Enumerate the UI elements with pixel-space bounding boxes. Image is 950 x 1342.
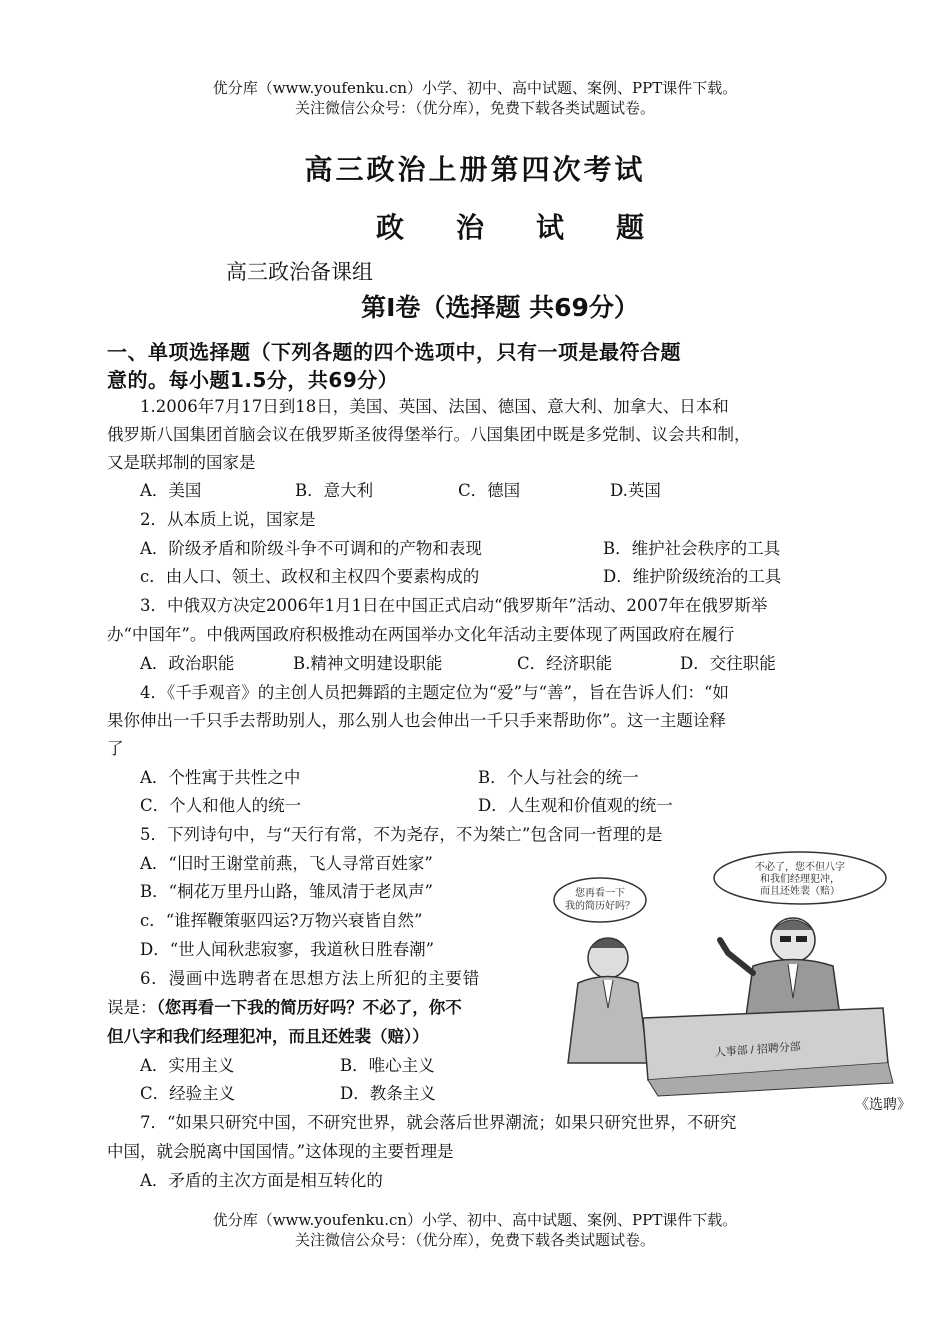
q5-option-c: c．“谁挥鞭策驱四运?万物兴衰皆自然” bbox=[140, 911, 423, 930]
q1-stem-line1: 1.2006年7月17日到18日，美国、英国、法国、德国、意大利、加拿大、日本和 bbox=[140, 397, 729, 416]
q4-stem-line3: 了 bbox=[107, 739, 124, 758]
q3-option-c: C．经济职能 bbox=[517, 654, 613, 673]
cartoon-bubble-right-text: 不必了，您不但八字 bbox=[755, 862, 845, 873]
section-heading-line1: 一、单项选择题（下列各题的四个选项中，只有一项是最符合题 bbox=[107, 340, 681, 364]
cartoon-caption: 《选聘》 bbox=[855, 1097, 911, 1113]
site-header-line1: 优分库（www.youfenku.cn）小学、初中、高中试题、案例、PPT课件下载。 bbox=[212, 79, 738, 97]
subtitle-char: 治 bbox=[455, 211, 484, 244]
exam-subtitle bbox=[0, 206, 950, 246]
q1-stem-line2: 俄罗斯八国集团首脑会议在俄罗斯圣彼得堡举行。八国集团中既是多党制、议会共和制， bbox=[107, 425, 751, 444]
subtitle-char: 试 bbox=[536, 211, 565, 244]
volume-heading: 第Ⅰ卷（选择题 共69分） bbox=[361, 293, 639, 322]
q3-option-b: B.精神文明建设职能 bbox=[293, 654, 443, 673]
q4-option-b: B．个人与社会的统一 bbox=[478, 768, 639, 787]
site-footer-line2: 关注微信公众号：（优分库），免费下载各类试题试卷。 bbox=[294, 1231, 655, 1249]
q2-option-a: A．阶级矛盾和阶级斗争不可调和的产物和表现 bbox=[140, 539, 482, 558]
section-heading-line2: 意的。每小题1.5分，共69分） bbox=[107, 368, 399, 392]
q4-option-c: C．个人和他人的统一 bbox=[140, 796, 302, 815]
q6-stem-prefix: 误是： bbox=[107, 998, 157, 1017]
q5-option-d: D．“世人闻秋悲寂寥，我道秋日胜春潮” bbox=[140, 940, 435, 959]
cartoon-bubble-left-text: 您再看一下 bbox=[575, 888, 625, 899]
q6-option-d: D．教条主义 bbox=[340, 1084, 436, 1103]
q5-option-a: A．“旧时王谢堂前燕，飞人寻常百姓家” bbox=[140, 854, 433, 873]
q5-stem: 5．下列诗句中，与“天行有常，不为尧存，不为桀亡”包含同一哲理的是 bbox=[140, 825, 663, 844]
prep-group: 高三政治备课组 bbox=[226, 260, 373, 284]
q7-option-a: A．矛盾的主次方面是相互转化的 bbox=[140, 1171, 383, 1190]
q4-stem-line2: 果你伸出一千只手去帮助别人，那么别人也会伸出一千只手来帮助你”。这一主题诠释 bbox=[107, 711, 726, 730]
q7-stem-line2: 中国，就会脱离中国国情。”这体现的主要哲理是 bbox=[107, 1142, 454, 1161]
subtitle-char: 政 bbox=[375, 211, 404, 244]
svg-text:和我们经理犯冲，: 和我们经理犯冲， bbox=[760, 874, 840, 885]
q6-cartoon-quote: （您再看一下我的简历好吗？不必了，你不 bbox=[156, 998, 462, 1017]
svg-text:而且还姓裴（赔）: 而且还姓裴（赔） bbox=[760, 886, 840, 897]
q3-stem-line2: 办“中国年”。中俄两国政府积极推动在两国举办文化年活动主要体现了两国政府在履行 bbox=[107, 625, 735, 644]
site-footer-line1: 优分库（www.youfenku.cn）小学、初中、高中试题、案例、PPT课件下载。 bbox=[212, 1211, 738, 1229]
q4-option-a: A．个性寓于共性之中 bbox=[140, 768, 301, 787]
q5-option-b: B．“桐花万里丹山路，雏凤清于老凤声” bbox=[140, 882, 433, 901]
cartoon-desk-sign: 人事部 / 招聘分部 bbox=[714, 1041, 802, 1059]
q6-stem-line1: 6．漫画中选聘者在思想方法上所犯的主要错 bbox=[140, 969, 480, 988]
q2-option-b: B．维护社会秩序的工具 bbox=[603, 539, 781, 558]
subtitle-char: 题 bbox=[616, 211, 645, 244]
q3-option-a: A．政治职能 bbox=[140, 654, 235, 673]
q2-option-d: D．维护阶级统治的工具 bbox=[603, 567, 782, 586]
q6-stem-line2 bbox=[107, 994, 462, 1022]
q2-stem: 2．从本质上说，国家是 bbox=[140, 510, 316, 529]
cartoon-illustration bbox=[548, 848, 896, 1098]
exam-title: 高三政治上册第四次考试 bbox=[304, 153, 646, 186]
q1-option-a: A．美国 bbox=[140, 481, 202, 500]
q6-option-c: C．经验主义 bbox=[140, 1084, 236, 1103]
q1-option-d: D.英国 bbox=[610, 481, 661, 500]
q1-stem-line3: 又是联邦制的国家是 bbox=[107, 453, 256, 472]
q7-stem-line1: 7．“如果只研究中国，不研究世界，就会落后世界潮流；如果只研究世界，不研究 bbox=[140, 1113, 737, 1132]
q6-option-b: B．唯心主义 bbox=[340, 1056, 435, 1075]
q4-option-d: D．人生观和价值观的统一 bbox=[478, 796, 673, 815]
q6-option-a: A．实用主义 bbox=[140, 1056, 235, 1075]
q1-option-b: B．意大利 bbox=[295, 481, 374, 500]
q2-option-c: c．由人口、领土、政权和主权四个要素构成的 bbox=[140, 567, 480, 586]
q3-option-d: D．交往职能 bbox=[680, 654, 776, 673]
q6-stem-line3: 但八字和我们经理犯冲，而且还姓裴（赔）） bbox=[107, 1027, 429, 1046]
q3-stem-line1: 3．中俄双方决定2006年1月1日在中国正式启动“俄罗斯年”活动、2007年在俄罗斯举 bbox=[140, 596, 768, 615]
svg-text:我的简历好吗？: 我的简历好吗？ bbox=[565, 901, 635, 912]
site-header-line2: 关注微信公众号：（优分库），免费下载各类试题试卷。 bbox=[294, 99, 655, 117]
q4-stem-line1: 4．《千手观音》的主创人员把舞蹈的主题定位为“爱”与“善”，旨在告诉人们：“如 bbox=[140, 683, 729, 702]
q1-option-c: C．德国 bbox=[458, 481, 521, 500]
